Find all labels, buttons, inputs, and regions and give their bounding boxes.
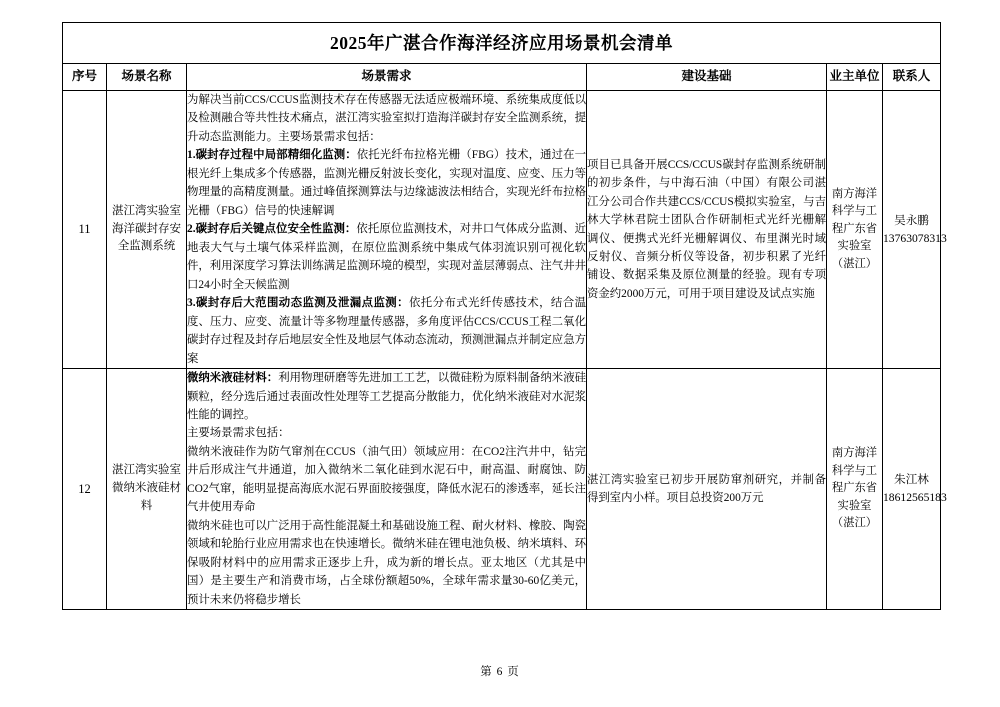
table-row bbox=[63, 91, 941, 369]
column-header-owner-unit: 业主单位 bbox=[827, 64, 883, 91]
contact-phone: 18612565183 bbox=[883, 491, 947, 505]
table-row bbox=[63, 369, 941, 610]
column-header-scenario-name: 场景名称 bbox=[107, 64, 187, 91]
requirement-item-1: 微纳米液硅作为防气窜剂在CCUS（油气田）领域应用：在CO2注汽井中，钻完井后形成注气井通道，加入微纳米二氧化硅到水泥石中，耐高温、耐腐蚀、防CO2气窜，能明显提高海底水泥石界面胶接强度，降低水泥石的渗透率，延长注气井使用寿命 bbox=[187, 445, 586, 514]
column-header-scenario-requirement: 场景需求 bbox=[187, 64, 587, 91]
table-title-row bbox=[63, 23, 941, 64]
opportunity-list-table bbox=[62, 22, 947, 610]
requirement-item-2-body: 依托原位监测技术，对井口气体成分监测、近地表大气与土壤气体采样监测，在原位监测系统中集成气体羽流识别可视化软件，利用深度学习算法训练满足监测环境的模型，实现对盖层薄弱点、注气井井口24小时全天候监测 bbox=[187, 223, 586, 291]
requirement-intro: 为解决当前CCS/CCUS监测技术存在传感器无法适应极端环境、系统集成度低以及检测融合等共性技术痛点，湛江湾实验室拟打造海洋碳封存安全监测系统，提升动态监测能力。主要场景需求包括： bbox=[187, 94, 586, 143]
row-scenario-requirement bbox=[187, 91, 587, 369]
page-footer: 第 6 页 bbox=[480, 666, 520, 678]
requirement-item-1 bbox=[187, 146, 586, 220]
contact-phone: 13763078313 bbox=[883, 231, 947, 245]
document-title-cell bbox=[63, 23, 941, 64]
requirement-item-1-body: 依托光纤布拉格光栅（FBG）技术，通过在一根光纤上集成多个传感器，监测光栅反射波长变化，实现对温度、应变、压力等物理量的高精度测量。通过峰值探测算法与边缘滤波法相结合，实现光纤布拉格光栅（FBG）信号的快速解调 bbox=[187, 149, 586, 217]
row-contact bbox=[883, 369, 947, 610]
requirement-item-1-lead: 1.碳封存过程中局部精细化监测： bbox=[187, 149, 357, 162]
requirement-item-2 bbox=[187, 220, 586, 294]
row-contact bbox=[883, 91, 947, 369]
row-owner-unit: 南方海洋科学与工程广东省实验室（湛江） bbox=[827, 369, 883, 610]
requirement-lead-body: 利用物理研磨等先进加工工艺，以微硅粉为原料制备纳米液硅颗粒，经分选后通过表面改性处理等工艺提高分散能力，优化纳米液硅对水泥浆性能的调控。 bbox=[187, 372, 586, 421]
requirement-item-3-lead: 3.碳封存后大范围动态监测及泄漏点监测： bbox=[187, 297, 409, 310]
requirement-item-3-body: 依托分布式光纤传感技术，结合温度、压力、应变、流量计等多物理量传感器，多角度评估CCS/CCUS工程二氧化碳封存过程及封存后地层安全性及地层气体动态流动，预测泄漏点并制定应急方案 bbox=[187, 297, 586, 365]
requirement-item-3 bbox=[187, 294, 586, 368]
column-header-contact: 联系人 bbox=[883, 64, 941, 91]
requirement-lead-paragraph bbox=[187, 369, 586, 424]
row-construction-basis bbox=[587, 91, 827, 369]
construction-basis-text: 湛江湾实验室已初步开展防窜剂研究，并制备得到室内小样。项目总投资200万元 bbox=[587, 473, 826, 505]
page-title: 2025年广湛合作海洋经济应用场景机会清单 bbox=[330, 32, 674, 53]
row-construction-basis bbox=[587, 369, 827, 610]
requirement-item-2: 微纳米硅也可以广泛用于高性能混凝土和基础设施工程、耐火材料、橡胶、陶瓷领域和轮胎行业应用需求也在快速增长。微纳米硅在锂电池负极、纳米填料、环保吸附材料中的应用需求正逐步上升，成为新的增长点。亚太地区（尤其是中国）是主要生产和消费市场，占全球份额超50%，全球年需求量30-60亿美元，预计未来仍将稳步增长 bbox=[187, 519, 586, 606]
row-owner-unit: 南方海洋科学与工程广东省实验室（湛江） bbox=[827, 91, 883, 369]
row-index: 12 bbox=[63, 369, 107, 610]
contact-name: 朱江林 bbox=[894, 473, 929, 487]
row-scenario-name: 湛江湾实验室微纳米液硅材料 bbox=[107, 369, 187, 610]
table-header-row bbox=[63, 64, 941, 91]
row-index: 11 bbox=[63, 91, 107, 369]
row-scenario-requirement bbox=[187, 369, 587, 610]
requirement-sub-title: 主要场景需求包括： bbox=[187, 427, 290, 440]
row-scenario-name: 湛江湾实验室海洋碳封存安全监测系统 bbox=[107, 91, 187, 369]
column-header-construction-basis: 建设基础 bbox=[587, 64, 827, 91]
contact-name: 吴永鹏 bbox=[894, 213, 929, 227]
construction-basis-text: 项目已具备开展CCS/CCUS碳封存监测系统研制的初步条件，与中海石油（中国）有限公司湛江分公司合作共建CCS/CCUS模拟实验室，与吉林大学林君院士团队合作研制柜式光纤光栅解调仪、便携式光纤光栅解调仪、布里渊光时域反射仪、音频分析仪等设备，初步积累了光纤铺设、数据采集及原位测量的经验。现有专项资金约2000万元，可用于项目建设及试点实施 bbox=[587, 158, 826, 300]
requirement-item-2-lead: 2.碳封存后关键点位安全性监测： bbox=[187, 223, 357, 236]
column-header-index: 序号 bbox=[63, 64, 107, 91]
requirement-lead: 微纳米液硅材料： bbox=[187, 372, 279, 385]
